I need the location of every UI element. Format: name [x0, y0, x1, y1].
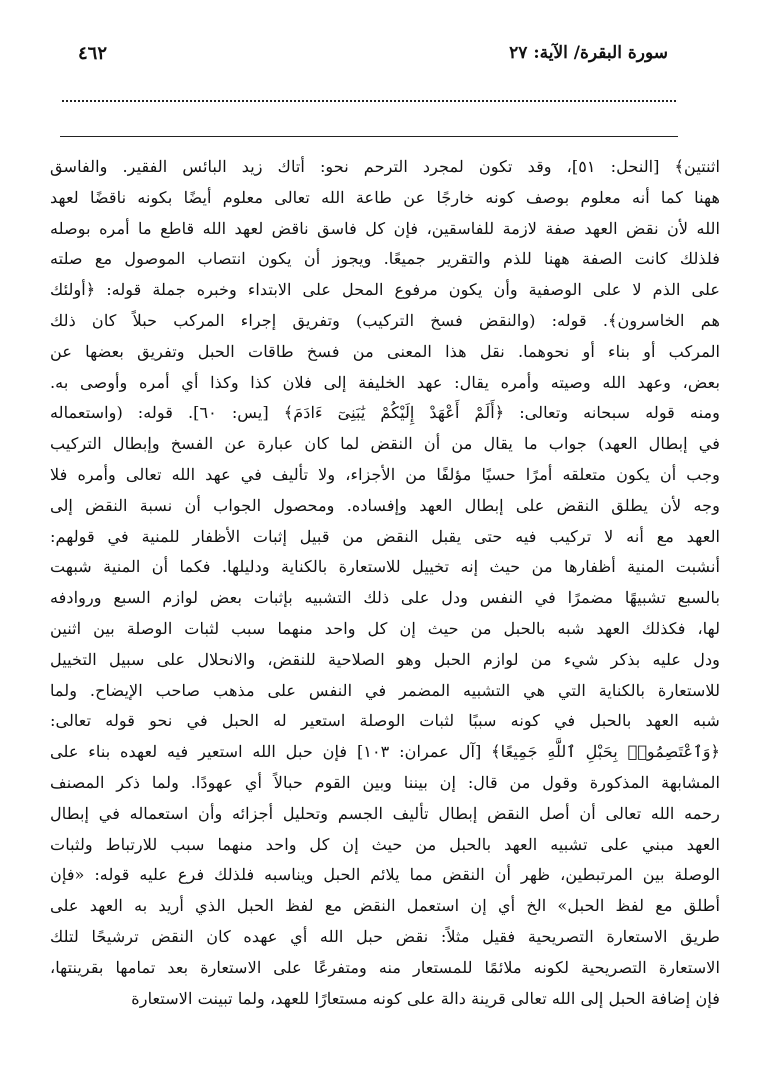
text-line: ﴿وَٱعْتَصِمُوا۟ بِحَبْلِ ٱللَّهِ جَمِيعًا﴾ [آل عمران: ١٠٣] فإن حبل الله استعير فيه لعهده بناء على: [50, 742, 720, 762]
text-line: شبه العهد بالحبل في كونه سببًا لثبات الوصلة استعير له الحبل في نحو قوله تعالى:: [50, 711, 720, 731]
text-line: الوصلة بين المرتبطين، ظهر أن النقض مما يلائم الحبل ويناسبه فلذلك فرع عليه قوله: «فإن: [50, 865, 720, 885]
text-line: وجه لأن يطلق النقض على إبطال العهد وإفساده. ومحصول الجواب أن نسبة النقض إلى: [50, 495, 720, 515]
dotted-separator: [62, 100, 676, 102]
text-line: لها، فكذلك العهد شبه بالحبل من حيث إن كل واحد منهما سبب لثبات الوصلة بين اثنين: [50, 618, 720, 638]
body-text: [50, 152, 720, 1062]
text-line: ومنه قوله سبحانه وتعالى: ﴿أَلَمْ أَعْهَدْ إِلَيْكُمْ يَٰبَنِىٓ ءَادَمَ﴾ [يس: ٦٠]. قوله: (واستعماله: [50, 403, 720, 423]
text-line: ودل عليه بذكر شيء من لوازم الحبل وهو الصلاحية للنقض، والانحلال على سبيل التخييل: [50, 649, 720, 669]
text-line: وجب أن يكون متعلقه أمرًا حسيًا مؤلفًا من الأجزاء، ولا تأليف في عهد الله تعالى وأمره فلا: [50, 464, 720, 484]
text-line: على الذم لا على الوصفية وأن يكون مرفوع المحل على الابتداء وخبره جملة قوله: ﴿أولئك: [50, 280, 720, 300]
text-line: المركب أو بناء أو نحوهما. نقل هذا المعنى من فسخ طاقات الحبل وتفريق بعضها عن: [50, 341, 720, 361]
text-line: أنشبت المنية أظفارها من حيث إنه تخييل للاستعارة بالكناية ودليلها. فكما أن المنية شبهت: [50, 557, 720, 577]
text-line: في إبطال العهد) جواب ما يقال من أن النقض لما كان عبارة عن الفسخ وإبطال التركيب: [50, 434, 720, 454]
text-line: الله لأن نقض العهد صفة لازمة للفاسقين، فإن كل فاسق ناقض لعهد الله قاطع ما أمره بوصله: [50, 218, 720, 238]
page-header: [78, 38, 668, 68]
text-line: فلذلك كانت الصفة ههنا للذم والتقرير جميعًا. ويجوز أن يكون انتصاب الموصول مع صلته: [50, 249, 720, 269]
text-line: ههنا كما أنه معلوم بوصف كونه خارجًا عن طاعة الله تعالى معلوم أيضًا بكونه ناقضًا لعهد: [50, 187, 720, 207]
text-line: المشابهة المذكورة وقول من قال: إن بيننا وبين القوم حبالاً أي عهودًا. ولما ذكر المصنف: [50, 772, 720, 792]
surah-title: سورة البقرة/ الآية: ٢٧: [509, 43, 668, 63]
text-line: بعض، وعهد الله وصيته وأمره يقال: عهد الخليفة إلى فلان كذا وكذا أي أمره وأوصى به.: [50, 372, 720, 392]
text-line: فإن إضافة الحبل إلى الله تعالى قرينة دالة على كونه مستعارًا للعهد، ولما تبينت الاستعارة: [131, 988, 720, 1008]
header-divider: [60, 136, 678, 137]
text-line: العهد مع أنه لا تركيب فيه حتى يقبل النقض من قبيل إثبات الأظفار للمنية في قولهم:: [50, 526, 720, 546]
text-line: رحمه الله تعالى أن أصل النقض إبطال تأليف الجسم وتحليل أجزائه وأن استعماله في إبطال: [50, 803, 720, 823]
text-line: بالسبع تشبيهًا مضمرًا في النفس ودل على ذلك التشبيه بإثبات بعض لوازم السبع وروادفه: [50, 588, 720, 608]
page-number: ٤٦٢: [78, 42, 108, 64]
text-line: طريق الاستعارة التصريحية فقيل مثلاً: نقض حبل الله أي عهده كان النقض ترشيحًا لتلك: [50, 926, 720, 946]
text-line: أطلق مع لفظ الحبل» الخ أي إن استعمل النقض مع لفظ الحبل الذي أريد به العهد على: [50, 896, 720, 916]
text-line: للاستعارة بالكناية التي هي التشبيه المضمر في النفس على مذهب صاحب الإيضاح. ولما: [50, 680, 720, 700]
text-line: الاستعارة التصريحية لكونه ملائمًا للمستعار منه ومتفرعًا على الاستعارة بعد تمامها بقرينتها،: [50, 957, 720, 977]
text-line: العهد مبني على تشبيه العهد بالحبل من حيث إن كل واحد منهما سبب للارتباط ولثبات: [50, 834, 720, 854]
text-line: اثنتين﴾ [النحل: ٥١]، وقد تكون لمجرد الترحم نحو: أتاك زيد البائس الفقير. والفاسق: [50, 157, 720, 176]
text-line: هم الخاسرون﴾. قوله: (والنقض فسخ التركيب) وتفريق إجراء المركب حبلاً كان ذلك: [50, 310, 720, 330]
